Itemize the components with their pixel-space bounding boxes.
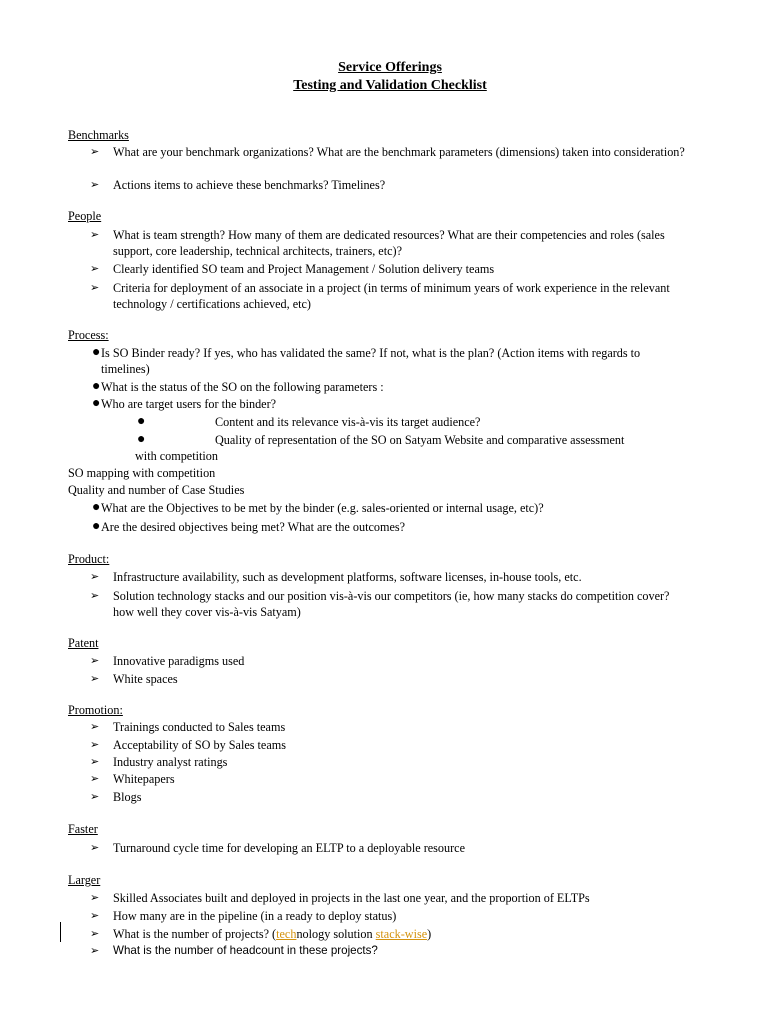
bullet-dot-icon: ● xyxy=(92,500,101,515)
bullet-dot-icon: ● xyxy=(92,396,101,411)
arrow-bullet-icon: ➢ xyxy=(90,891,100,904)
bullet-dot-icon: ● xyxy=(137,414,146,429)
list-item: ● What are the Objectives to be met by the binder (e.g. sales-oriented or internal usage, etc)? xyxy=(92,500,544,515)
arrow-bullet-icon: ➢ xyxy=(90,228,100,241)
list-item: ● What is the status of the SO on the following parameters : xyxy=(92,379,384,394)
list-item: ➢ What is team strength? How many of them are dedicated resources? What are their competencies and roles (sales support, core leadership, technical architects, trainers, etc)? xyxy=(90,228,665,258)
arrow-bullet-icon: ➢ xyxy=(90,909,100,922)
arrow-bullet-icon: ➢ xyxy=(90,178,100,191)
arrow-bullet-icon: ➢ xyxy=(90,145,100,158)
text-line: Quality and number of Case Studies xyxy=(68,483,245,497)
arrow-bullet-icon: ➢ xyxy=(90,654,100,667)
list-item: ➢ Industry analyst ratings xyxy=(90,755,228,769)
list-item: ➢ Clearly identified SO team and Project Management / Solution delivery teams xyxy=(90,262,495,276)
list-item: ➢ Solution technology stacks and our position vis-à-vis our competitors (ie, how many stacks do competition cover? how well they cover vis-à-vis Satyam) xyxy=(90,589,670,619)
arrow-bullet-icon: ➢ xyxy=(90,755,100,768)
list-item: ➢ What is the number of projects? (technology solution stack-wise) xyxy=(90,927,432,941)
arrow-bullet-icon: ➢ xyxy=(90,672,100,685)
arrow-bullet-icon: ➢ xyxy=(90,772,100,785)
arrow-bullet-icon: ➢ xyxy=(90,589,100,602)
list-item: ➢ Criteria for deployment of an associate in a project (in terms of minimum years of work experience in the relevant technology / certifications achieved, etc) xyxy=(90,281,670,311)
list-item: ➢ How many are in the pipeline (in a ready to deploy status) xyxy=(90,909,397,923)
section-heading-people: People xyxy=(68,209,102,223)
section-heading-process: Process: xyxy=(68,328,109,342)
arrow-bullet-icon: ➢ xyxy=(90,738,100,751)
list-item: ➢ Acceptability of SO by Sales teams xyxy=(90,738,286,752)
bullet-dot-icon: ● xyxy=(92,345,101,360)
list-item: ➢ Skilled Associates built and deployed in projects in the last one year, and the proportion of ELTPs xyxy=(90,891,590,905)
page-title: Service Offerings xyxy=(338,60,442,75)
list-item: ● Are the desired objectives being met? What are the outcomes? xyxy=(92,519,406,534)
bullet-dot-icon: ● xyxy=(92,379,101,394)
sub-list-item: ● Content and its relevance vis-à-vis its target audience? xyxy=(137,414,481,429)
section-heading-product: Product: xyxy=(68,552,110,566)
arrow-bullet-icon: ➢ xyxy=(90,841,100,854)
page-subtitle: Testing and Validation Checklist xyxy=(293,78,487,93)
list-item: ➢ What are your benchmark organizations? What are the benchmark parameters (dimensions) taken into consideration? xyxy=(90,145,685,159)
list-item: ➢ What is the number of headcount in these projects? xyxy=(90,944,378,957)
list-item: ➢ Innovative paradigms used xyxy=(90,654,245,668)
sub-list-item: ● Quality of representation of the SO on Satyam Website and comparative assessment with competition xyxy=(135,432,625,463)
arrow-bullet-icon: ➢ xyxy=(90,281,100,294)
list-item: ➢ White spaces xyxy=(90,672,178,686)
section-heading-promotion: Promotion: xyxy=(68,703,123,717)
arrow-bullet-icon: ➢ xyxy=(90,944,100,957)
list-item: ➢ Actions items to achieve these benchmarks? Timelines? xyxy=(90,178,386,192)
section-heading-larger: Larger xyxy=(68,873,101,887)
highlighted-text: stack-wise xyxy=(375,927,428,941)
highlighted-text: tech xyxy=(276,927,297,941)
list-item: ● Is SO Binder ready? If yes, who has validated the same? If not, what is the plan? (Action items with regards to timelines) xyxy=(92,345,641,376)
bullet-dot-icon: ● xyxy=(137,432,146,447)
arrow-bullet-icon: ➢ xyxy=(90,570,100,583)
arrow-bullet-icon: ➢ xyxy=(90,720,100,733)
list-item: ● Who are target users for the binder? xyxy=(92,396,277,411)
arrow-bullet-icon: ➢ xyxy=(90,927,100,940)
arrow-bullet-icon: ➢ xyxy=(90,790,100,803)
text-line: SO mapping with competition xyxy=(68,466,216,480)
arrow-bullet-icon: ➢ xyxy=(90,262,100,275)
section-heading-patent: Patent xyxy=(68,636,99,650)
text-cursor xyxy=(60,922,61,942)
list-item: ➢ Whitepapers xyxy=(90,772,175,786)
bullet-dot-icon: ● xyxy=(92,519,101,534)
section-heading-faster: Faster xyxy=(68,822,98,836)
list-item: ➢ Blogs xyxy=(90,790,142,804)
section-heading-benchmarks: Benchmarks xyxy=(68,128,129,142)
list-item: ➢ Infrastructure availability, such as development platforms, software licenses, in-house tools, etc. xyxy=(90,570,582,584)
list-item: ➢ Trainings conducted to Sales teams xyxy=(90,720,286,734)
list-item: ➢ Turnaround cycle time for developing an ELTP to a deployable resource xyxy=(90,841,465,855)
